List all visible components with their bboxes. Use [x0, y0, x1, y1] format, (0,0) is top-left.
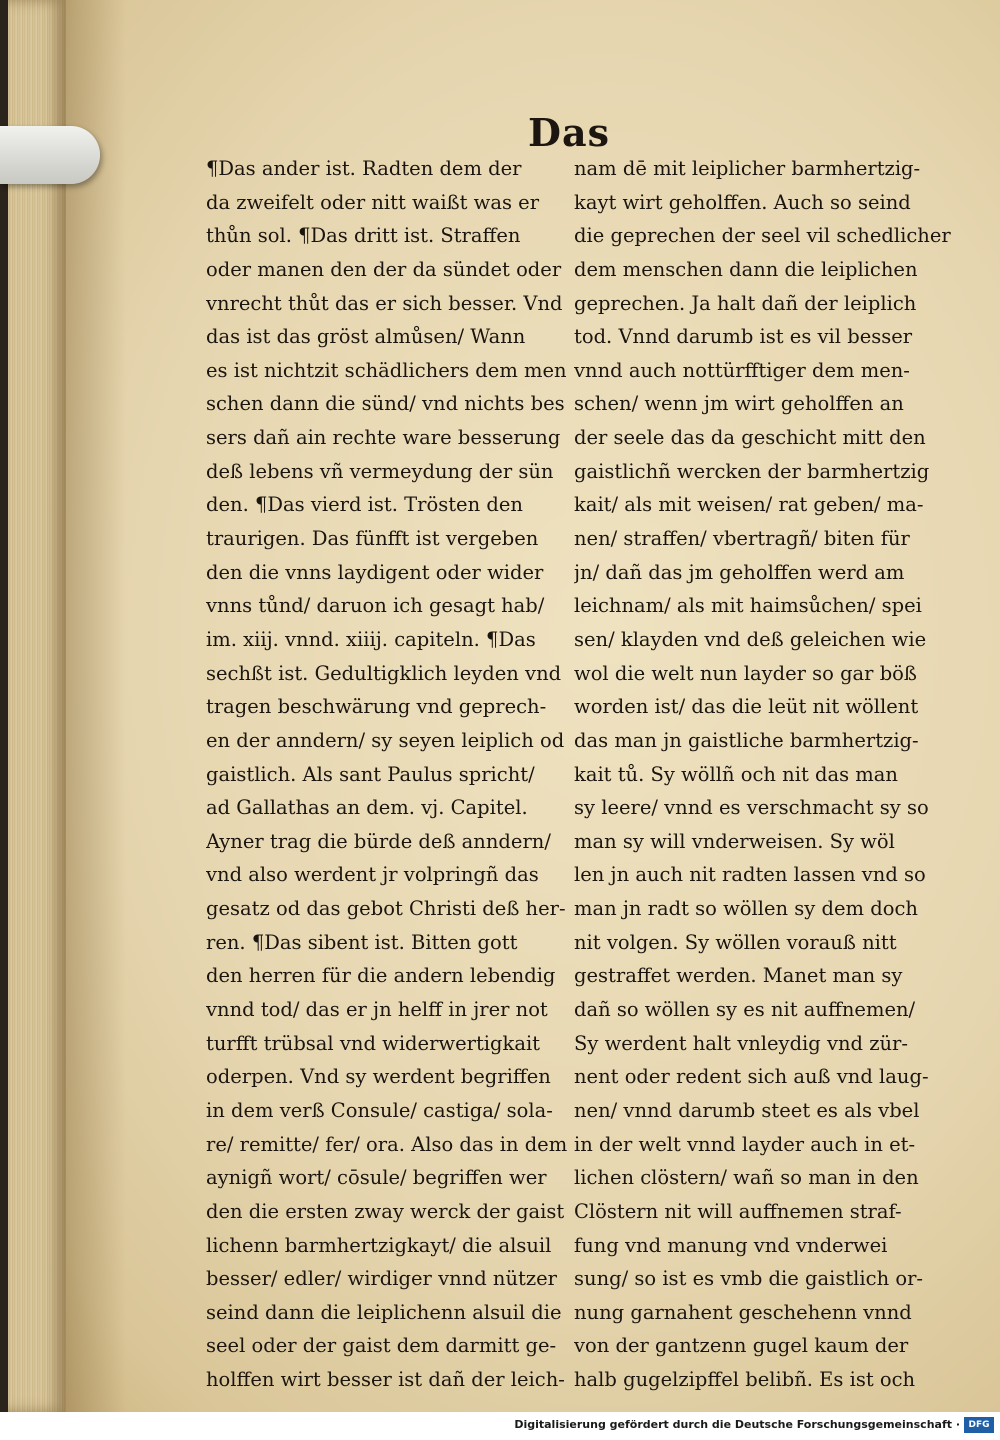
left-column-line: schen dann die sünd/ vnd nichts bes: [206, 392, 565, 416]
right-column-line: tod. Vnnd darumb ist es vil besser: [574, 325, 913, 349]
left-column-line: im. xiij. vnnd. xiiij. capiteln. ¶Das: [206, 627, 536, 651]
left-column-line: ren. ¶Das sibent ist. Bitten gott: [206, 930, 518, 954]
left-column-line: turfft trübsal vnd widerwertigkait: [206, 1031, 541, 1055]
left-column-line: den die vnns laydigent oder wider: [206, 560, 544, 584]
left-column-line: Ayner trag die bürde deß anndern/: [206, 829, 551, 853]
right-column-line: kait tů. Sy wöllñ och nit das man: [574, 762, 898, 786]
left-column-line: den die ersten zway werck der gaist: [206, 1199, 565, 1223]
right-column-line: halb gugelzipffel belibñ. Es ist och: [574, 1368, 916, 1392]
right-column-line: sung/ so ist es vmb die gaistlich or-: [574, 1267, 923, 1291]
left-column-line: oder manen den der da sündet oder: [206, 257, 562, 281]
right-column-line: die geprechen der seel vil schedlicher: [574, 224, 951, 248]
left-column-line: traurigen. Das fünfft ist vergeben: [206, 527, 539, 551]
right-column-line: lichen clöstern/ wañ so man in den: [574, 1166, 919, 1190]
page-edges: [8, 0, 66, 1412]
right-column-line: nit volgen. Sy wöllen vorauß nitt: [574, 930, 897, 954]
running-head: Das: [528, 110, 610, 155]
left-column-line: vnrecht thůt das er sich besser. Vnd: [206, 291, 563, 315]
left-column-line: thůn sol. ¶Das dritt ist. Straffen: [206, 224, 521, 248]
left-column-line: aynigñ wort/ cōsule/ begriffen wer: [206, 1166, 547, 1190]
left-column-line: sechßt ist. Gedultigklich leyden vnd: [206, 661, 562, 685]
dfg-logo-icon[interactable]: DFG: [964, 1417, 994, 1433]
left-column-line: ¶Das ander ist. Radten dem der: [206, 157, 522, 180]
left-column-line: lichenn barmhertzigkayt/ die alsuil: [206, 1233, 552, 1257]
page-clip: [0, 126, 100, 184]
footer-bar: [0, 1412, 1000, 1440]
left-column-line: besser/ edler/ wirdiger vnnd nützer: [206, 1267, 557, 1291]
right-column-line: gaistlichñ wercken der barmhertzig: [574, 459, 930, 483]
left-column-line: vnns tůnd/ daruon ich gesagt hab/: [206, 594, 545, 618]
right-column-line: jn/ dañ das jm geholffen werd am: [574, 560, 905, 584]
right-column-line: dem menschen dann die leiplichen: [574, 257, 918, 281]
right-column-line: len jn auch nit radten lassen vnd so: [574, 863, 926, 887]
right-column-line: man jn radt so wöllen sy dem doch: [574, 897, 918, 921]
left-column-line: seel oder der gaist dem darmitt ge-: [206, 1334, 557, 1358]
right-column-line: fung vnd manung vnd vnderwei: [574, 1233, 888, 1257]
right-column-line: nen/ straffen/ vbertragñ/ biten für: [574, 527, 910, 551]
funding-credit: Digitalisierung gefördert durch die Deutsche Forschungsgemeinschaft ·: [514, 1418, 960, 1431]
right-column-line: vnnd auch nottürfftiger dem men-: [574, 358, 910, 382]
gutter-shadow: [66, 0, 126, 1412]
right-column-line: sy leere/ vnnd es verschmacht sy so: [574, 796, 929, 820]
right-column-line: leichnam/ als mit haimsůchen/ spei: [574, 594, 922, 618]
right-column-line: der seele das da geschicht mitt den: [574, 426, 926, 450]
right-column-line: wol die welt nun layder so gar böß: [574, 661, 917, 685]
right-column-line: nam dē mit leiplicher barmhertzig-: [574, 157, 921, 180]
right-column-line: nen/ vnnd darumb steet es als vbel: [574, 1098, 920, 1122]
right-column-line: sen/ klayden vnd deß geleichen wie: [574, 627, 927, 651]
left-column-line: tragen beschwärung vnd geprech-: [206, 695, 547, 719]
left-column-line: holffen wirt besser ist dañ der leich-: [206, 1368, 565, 1392]
left-column-line: gaistlich. Als sant Paulus spricht/: [206, 762, 535, 786]
right-column-line: nent oder redent sich auß vnd laug-: [574, 1065, 929, 1089]
left-column-line: in dem verß Consule/ castiga/ sola-: [206, 1098, 553, 1122]
right-column-line: worden ist/ das die leüt nit wöllent: [574, 695, 919, 719]
right-column-line: das man jn gaistliche barmhertzig-: [574, 728, 919, 752]
text-column-right: [574, 152, 958, 1397]
left-column-line: en der anndern/ sy seyen leiplich od: [206, 728, 565, 752]
right-column-line: dañ so wöllen sy es nit auffnemen/: [574, 998, 916, 1022]
right-column-line: gestraffet werden. Manet man sy: [574, 964, 903, 988]
left-column-line: das ist das gröst almůsen/ Wann: [206, 325, 526, 349]
left-column-line: deß lebens vñ vermeydung der sün: [206, 459, 554, 483]
right-column-line: Clöstern nit will auffnemen straf-: [574, 1199, 902, 1223]
text-column-left: [206, 152, 568, 1397]
left-column-line: oderpen. Vnd sy werdent begriffen: [206, 1065, 551, 1089]
right-column-line: kayt wirt geholffen. Auch so seind: [574, 190, 911, 214]
left-column-line: es ist nichtzit schädlichers dem men: [206, 358, 567, 382]
right-column-line: von der gantzenn gugel kaum der: [574, 1334, 909, 1358]
right-column-line: geprechen. Ja halt dañ der leiplich: [574, 291, 917, 315]
left-column-line: sers dañ ain rechte ware besserung: [206, 426, 561, 450]
right-column-line: Sy werdent halt vnleydig vnd zür-: [574, 1031, 908, 1055]
left-column-line: den. ¶Das vierd ist. Trösten den: [206, 493, 523, 517]
right-column-line: nung garnahent geschehenn vnnd: [574, 1300, 912, 1324]
left-column-line: re/ remitte/ fer/ ora. Also das in dem: [206, 1132, 568, 1156]
right-column-line: kait/ als mit weisen/ rat geben/ ma-: [574, 493, 924, 517]
left-column-line: vnnd tod/ das er jn helff in jrer not: [206, 998, 548, 1022]
left-column-line: ad Gallathas an dem. vj. Capitel.: [206, 796, 528, 820]
right-column-line: schen/ wenn jm wirt geholffen an: [574, 392, 904, 416]
left-column-line: seind dann die leiplichenn alsuil die: [206, 1300, 562, 1324]
book-page: [8, 0, 1000, 1412]
left-column-line: den herren für die andern lebendig: [206, 964, 556, 988]
right-column-line: man sy will vnderweisen. Sy wöl: [574, 829, 895, 853]
right-column-line: in der welt vnnd layder auch in et-: [574, 1132, 916, 1156]
left-column-line: vnd also werdent jr volpringñ das: [206, 863, 539, 887]
left-column-line: da zweifelt oder nitt waißt was er: [206, 190, 540, 214]
left-column-line: gesatz od das gebot Christi deß her-: [206, 897, 566, 921]
